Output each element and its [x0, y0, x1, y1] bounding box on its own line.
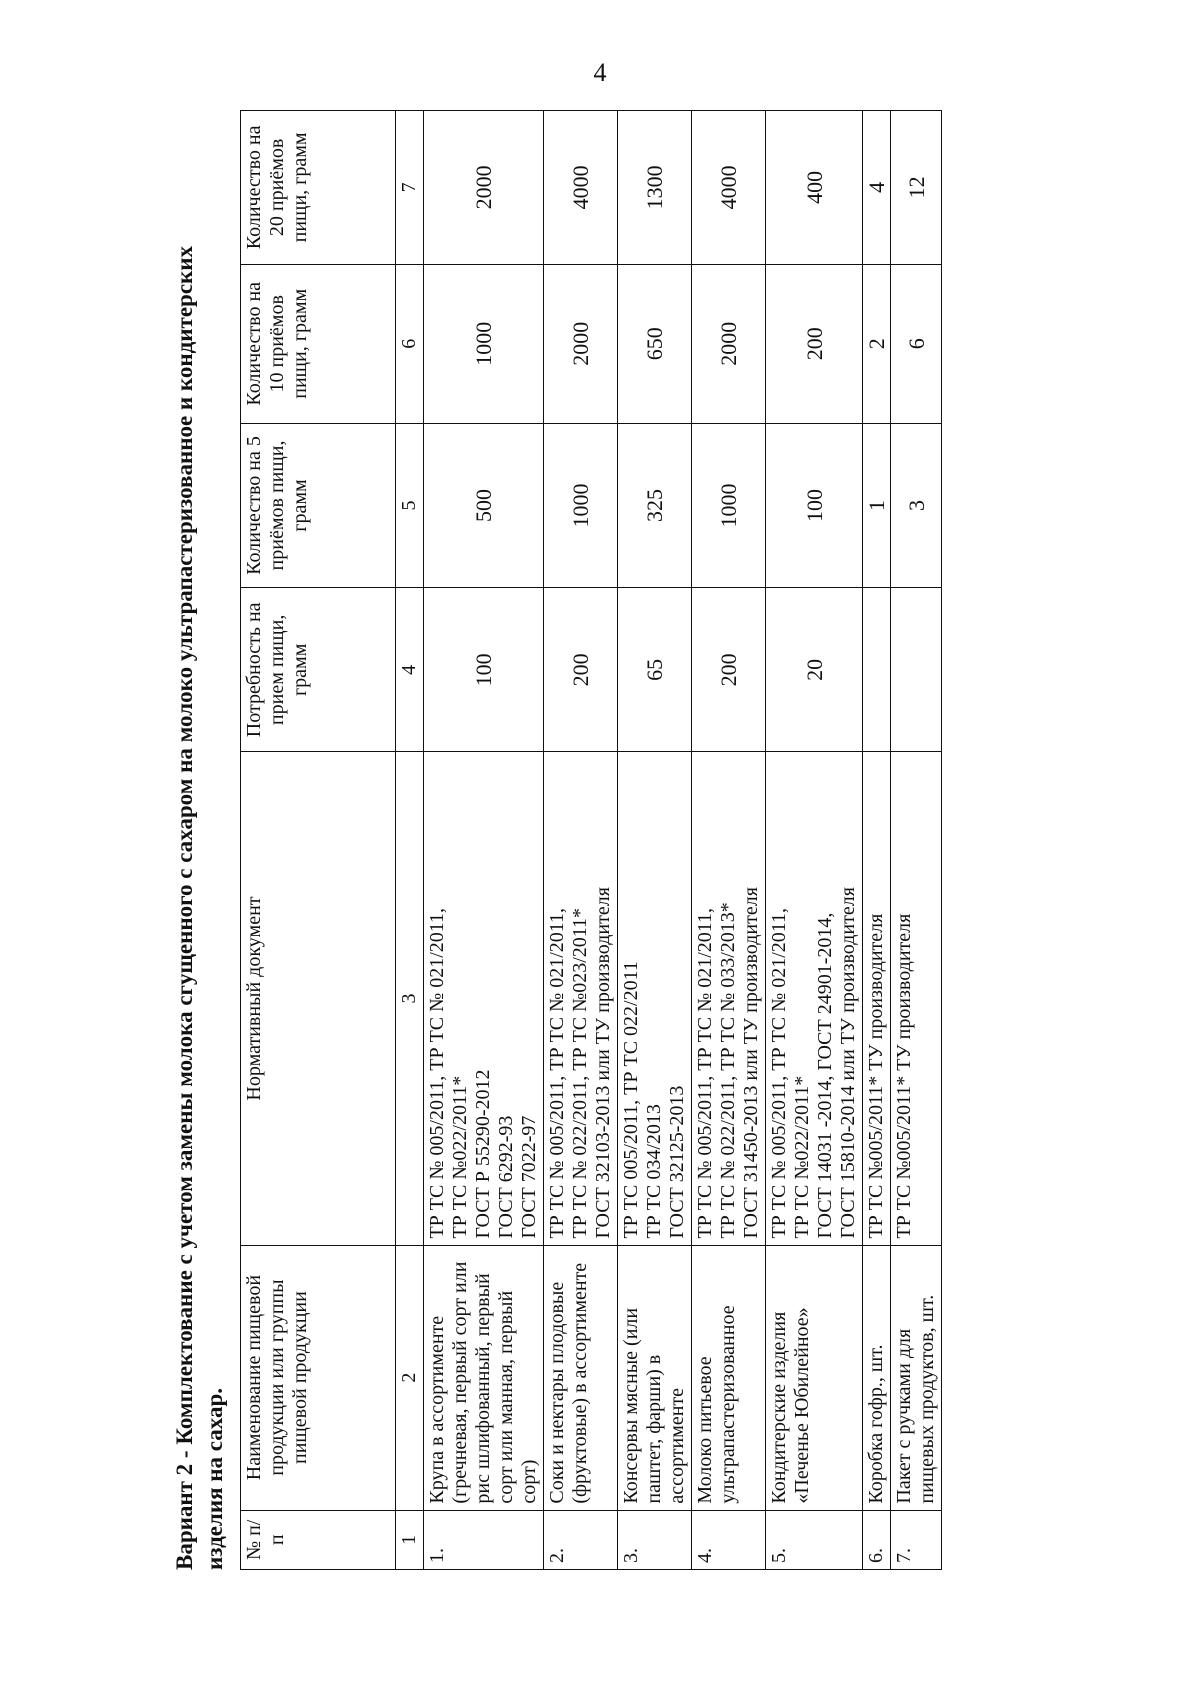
- doc-line: ГОСТ 31450-2013 или ТУ производителя: [740, 887, 762, 1239]
- header-cell: № п/п: [241, 1510, 396, 1569]
- per-meal-value: [863, 588, 891, 752]
- qty-20-value: 1300: [618, 111, 692, 265]
- normative-document: [544, 752, 618, 1245]
- qty-20-value: 4: [863, 111, 891, 265]
- qty-5-value: 100: [766, 423, 863, 587]
- normative-document: [424, 752, 544, 1245]
- doc-line: ТР ТС №022/2011*: [791, 1075, 813, 1239]
- qty-10-value: 2: [863, 264, 891, 423]
- product-name: Консервы мясные (или паштет, фарши) в ассортименте: [618, 1245, 692, 1510]
- product-name: Кондитерские изделия «Печенье Юбилейное»: [766, 1245, 863, 1510]
- doc-line: ТР ТС № 005/2011, ТР ТС № 021/2011,: [426, 907, 448, 1239]
- doc-line: ТР ТС № 005/2011, ТР ТС № 021/2011,: [546, 907, 568, 1239]
- table-row: [863, 111, 891, 1570]
- doc-line: ГОСТ 32125-2013: [666, 1085, 688, 1239]
- qty-20-value: 400: [766, 111, 863, 265]
- table-row: [424, 111, 544, 1570]
- qty-5-value: 1000: [544, 423, 618, 587]
- table-row: [891, 111, 942, 1570]
- doc-line: ТР ТС №005/2011* ТУ производителя: [893, 913, 915, 1239]
- header-cell: Количество на 20 приёмов пищи, грамм: [241, 111, 396, 265]
- header-row: [241, 111, 396, 1570]
- header-cell: Количество на 5 приёмов пищи, грамм: [241, 423, 396, 587]
- normative-document: [766, 752, 863, 1245]
- doc-line: ГОСТ Р 55290-2012: [472, 1069, 494, 1239]
- per-meal-value: 200: [692, 588, 766, 752]
- qty-10-value: 200: [766, 264, 863, 423]
- normative-document: [692, 752, 766, 1245]
- per-meal-value: [891, 588, 942, 752]
- doc-line: ТР ТС № 005/2011, ТР ТС № 021/2011,: [694, 907, 716, 1239]
- supply-table: [240, 110, 942, 1570]
- row-number: 4.: [692, 1510, 766, 1569]
- normative-document: [891, 752, 942, 1245]
- doc-line: ТР ТС № 022/2011, ТР ТС № 033/2013*: [717, 902, 739, 1239]
- header-cell: Количество на 10 приёмов пищи, грамм: [241, 264, 396, 423]
- doc-line: ТР ТС №022/2011*: [449, 1075, 471, 1239]
- header-cell: Наименование пищевой продукции или группы пищевой продукции: [241, 1245, 396, 1510]
- table-row: [544, 111, 618, 1570]
- qty-10-value: 1000: [424, 264, 544, 423]
- doc-line: ТР ТС 034/2013: [643, 1104, 665, 1239]
- normative-document: [863, 752, 891, 1245]
- doc-line: ТР ТС №005/2011* ТУ производителя: [865, 913, 887, 1239]
- qty-20-value: 12: [891, 111, 942, 265]
- table-row: [692, 111, 766, 1570]
- table-row: [618, 111, 692, 1570]
- page-number: 4: [593, 58, 607, 87]
- column-number: 1: [396, 1510, 424, 1569]
- column-number: 7: [396, 111, 424, 265]
- row-number: 1.: [424, 1510, 544, 1569]
- product-name: Крупа в ассортименте (гречневая, первый сорт или рис шлифованный, первый сорт или манная, первый сорт): [424, 1245, 544, 1510]
- column-number: 2: [396, 1245, 424, 1510]
- doc-line: ГОСТ 32103-2013 или ТУ производителя: [592, 887, 614, 1239]
- qty-5-value: 500: [424, 423, 544, 587]
- column-number-row: [396, 111, 424, 1570]
- qty-5-value: 325: [618, 423, 692, 587]
- table-row: [766, 111, 863, 1570]
- per-meal-value: 20: [766, 588, 863, 752]
- product-name: Соки и нектары плодовые (фруктовые) в ассортименте: [544, 1245, 618, 1510]
- normative-document: [618, 752, 692, 1245]
- doc-line: ГОСТ 14031 -2014, ГОСТ 24901-2014,: [814, 912, 836, 1239]
- doc-line: ТР ТС 005/2011, ТР ТС 022/2011: [620, 961, 642, 1239]
- per-meal-value: 65: [618, 588, 692, 752]
- rotated-content: [170, 110, 1050, 1570]
- column-number: 4: [396, 588, 424, 752]
- qty-20-value: 4000: [692, 111, 766, 265]
- product-name: Пакет с ручками для пищевых продуктов, шт.: [891, 1245, 942, 1510]
- doc-line: ГОСТ 15810-2014 или ТУ производителя: [837, 887, 859, 1239]
- row-number: 6.: [863, 1510, 891, 1569]
- per-meal-value: 200: [544, 588, 618, 752]
- doc-line: ГОСТ 7022-97: [518, 1115, 540, 1239]
- qty-5-value: 1: [863, 423, 891, 587]
- row-number: 2.: [544, 1510, 618, 1569]
- qty-5-value: 3: [891, 423, 942, 587]
- table-caption: Вариант 2 - Комплектование с учетом замены молока сгущенного с сахаром на молоко ультрапастеризованное и кондитерских изделия на сахар.: [172, 245, 227, 1570]
- column-number: 6: [396, 264, 424, 423]
- doc-line: ТР ТС № 022/2011, ТР ТС №023/2011*: [569, 907, 591, 1239]
- product-name: Молоко питьевое ультрапастеризованное: [692, 1245, 766, 1510]
- header-cell: Потребность на прием пищи, грамм: [241, 588, 396, 752]
- qty-5-value: 1000: [692, 423, 766, 587]
- qty-10-value: 650: [618, 264, 692, 423]
- column-number: 3: [396, 752, 424, 1245]
- qty-10-value: 2000: [692, 264, 766, 423]
- row-number: 5.: [766, 1510, 863, 1569]
- qty-20-value: 2000: [424, 111, 544, 265]
- qty-10-value: 6: [891, 264, 942, 423]
- column-number: 5: [396, 423, 424, 587]
- doc-line: ТР ТС № 005/2011, ТР ТС № 021/2011,: [768, 907, 790, 1239]
- doc-line: ГОСТ 6292-93: [495, 1115, 517, 1239]
- qty-10-value: 2000: [544, 264, 618, 423]
- product-name: Коробка гофр., шт.: [863, 1245, 891, 1510]
- header-cell: Нормативный документ: [241, 752, 396, 1245]
- qty-20-value: 4000: [544, 111, 618, 265]
- row-number: 3.: [618, 1510, 692, 1569]
- per-meal-value: 100: [424, 588, 544, 752]
- row-number: 7.: [891, 1510, 942, 1569]
